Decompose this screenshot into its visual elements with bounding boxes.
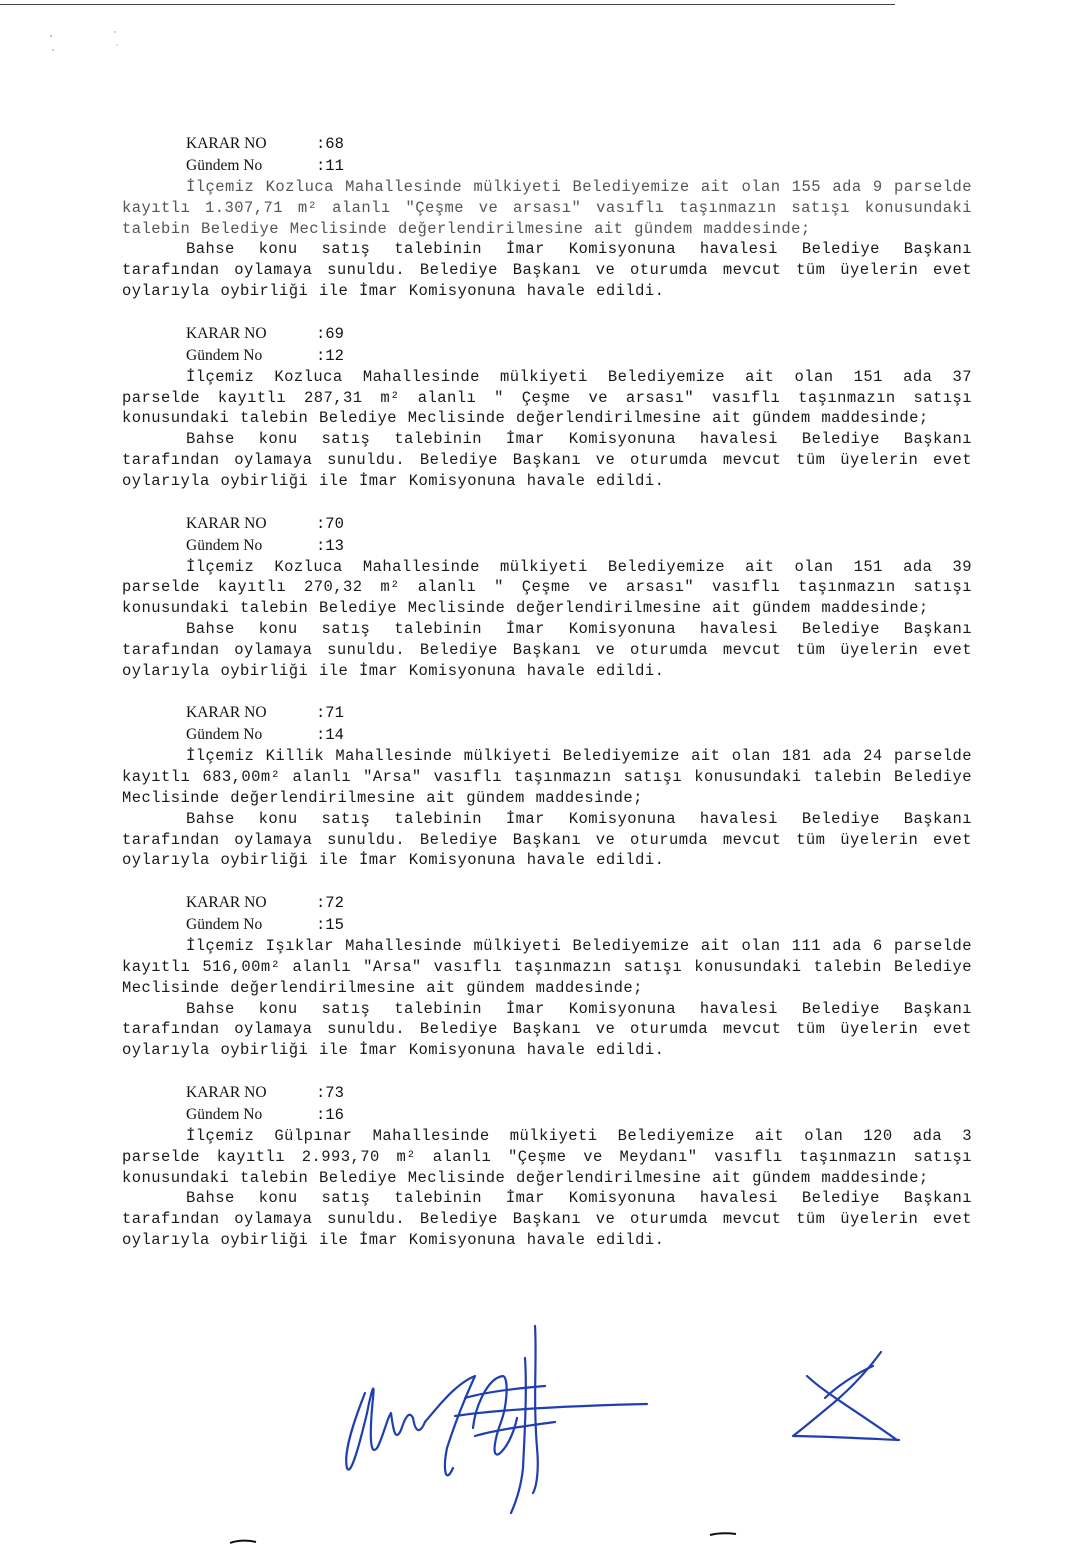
decision-resolution: Bahse konu satış talebinin İmar Komisyonuna havalesi Belediye Başkanı tarafından oylamaya sunuldu. Belediye Başkanı ve oturumda mevcut tüm üyelerin evet oylarıyla oybirliği ile İmar Komisyonuna havale edildi.: [122, 809, 972, 870]
decision-73: [122, 1082, 972, 1251]
decision-header: [186, 1082, 972, 1126]
decision-subject: İlçemiz Işıklar Mahallesinde mülkiyeti Belediyemize ait olan 111 ada 6 parselde kayıtlı 516,00m² alanlı "Arsa" vasıflı taşınmazın satışı konusundaki talebin Belediye Meclisinde değerlendirilmesine ait gündem maddesinde;: [122, 937, 972, 997]
karar-no-label: KARAR NO: [186, 135, 267, 152]
decision-resolution: Bahse konu satış talebinin İmar Komisyonuna havalesi Belediye Başkanı tarafından oylamaya sunuldu. Belediye Başkanı ve oturumda mevcut tüm üyelerin evet oylarıyla oybirliği ile İmar Komisyonuna havale edildi.: [122, 430, 972, 490]
gundem-no-label: Gündem No: [186, 916, 263, 934]
decision-header: [186, 513, 972, 557]
gundem-no-value: :15: [316, 916, 344, 935]
scan-specks: [48, 28, 128, 58]
decision-subject: İlçemiz Kozluca Mahallesinde mülkiyeti Belediyemize ait olan 155 ada 9 parselde kayıtlı 1.307,71 m² alanlı "Çeşme ve arsası" vasıflı taşınmazın satışı konusundaki talebin Belediye Meclisinde değerlendirilmesine ait gündem maddesinde;: [122, 178, 972, 238]
karar-no-label: KARAR NO: [186, 704, 267, 722]
gundem-no-label: Gündem No: [186, 1105, 263, 1123]
decision-header: [186, 892, 972, 936]
signature-right: [785, 1348, 915, 1448]
gundem-no-value: :12: [316, 346, 344, 365]
karar-no-value: :71: [316, 704, 344, 723]
karar-no-label: KARAR NO: [186, 514, 267, 532]
decision-subject: İlçemiz Kozluca Mahallesinde mülkiyeti Belediyemize ait olan 151 ada 39 parselde kayıtlı 270,32 m² alanlı " Çeşme ve arsası" vasıflı taşınmazın satışı konusundaki talebin Belediye Meclisinde değerlendirilmesine ait gündem maddesinde;: [122, 557, 972, 618]
decision-71: [122, 702, 972, 871]
gundem-no-value: :11: [316, 157, 344, 175]
decision-header: [186, 323, 972, 367]
decision-resolution: Bahse konu satış talebinin İmar Komisyonuna havalesi Belediye Başkanı tarafından oylamaya sunuldu. Belediye Başkanı ve oturumda mevcut tüm üyelerin evet oylarıyla oybirliği ile İmar Komisyonuna havale edildi.: [122, 1189, 972, 1249]
karar-no-value: :69: [316, 324, 344, 343]
decision-resolution: Bahse konu satış talebinin İmar Komisyonuna havalesi Belediye Başkanı tarafından oylamaya sunuldu. Belediye Başkanı ve oturumda mevcut tüm üyelerin evet oylarıyla oybirliği ile İmar Komisyonuna havale edildi.: [122, 619, 972, 680]
bottom-ink-mark-right: [708, 1530, 738, 1538]
gundem-no-value: :13: [316, 536, 344, 555]
decision-resolution: Bahse konu satış talebinin İmar Komisyonuna havalesi Belediye Başkanı tarafından oylamaya sunuldu. Belediye Başkanı ve oturumda mevcut tüm üyelerin evet oylarıyla oybirliği ile İmar Komisyonuna havale edildi.: [122, 999, 972, 1060]
decision-document: [122, 133, 972, 1272]
karar-no-value: :72: [316, 894, 344, 913]
gundem-no-value: :14: [316, 726, 344, 745]
decision-68: [122, 133, 972, 302]
decision-subject: İlçemiz Killik Mahallesinde mülkiyeti Belediyemize ait olan 181 ada 24 parselde kayıtlı 683,00m² alanlı "Arsa" vasıflı taşınmazın satışı konusundaki talebin Belediye Meclisinde değerlendirilmesine ait gündem maddesinde;: [122, 747, 972, 807]
decision-72: [122, 892, 972, 1061]
gundem-no-value: :16: [316, 1105, 344, 1124]
gundem-no-label: Gündem No: [186, 536, 263, 554]
bottom-ink-mark-left: [228, 1537, 258, 1545]
gundem-no-label: Gündem No: [186, 157, 263, 174]
decision-69: [122, 323, 972, 492]
decision-70: [122, 513, 972, 682]
decision-subject: İlçemiz Kozluca Mahallesinde mülkiyeti Belediyemize ait olan 151 ada 37 parselde kayıtlı 287,31 m² alanlı " Çeşme ve arsası" vasıflı taşınmazın satışı konusundaki talebin Belediye Meclisinde değerlendirilmesine ait gündem maddesinde;: [122, 367, 972, 428]
decision-header: [186, 702, 972, 746]
karar-no-label: KARAR NO: [186, 1083, 267, 1101]
karar-no-value: :70: [316, 514, 344, 533]
gundem-no-label: Gündem No: [186, 726, 263, 744]
karar-no-value: :68: [316, 135, 344, 153]
karar-no-value: :73: [316, 1083, 344, 1102]
karar-no-label: KARAR NO: [186, 894, 267, 912]
karar-no-label: KARAR NO: [186, 324, 267, 342]
top-border-line: [0, 4, 895, 5]
gundem-no-label: Gündem No: [186, 346, 263, 364]
decision-subject: İlçemiz Gülpınar Mahallesinde mülkiyeti Belediyemize ait olan 120 ada 3 parselde kayıtlı 2.993,70 m² alanlı "Çeşme ve Meydanı" vasıflı taşınmazın satışı konusundaki talebin Belediye Meclisinde değerlendirilmesine ait gündem maddesinde;: [122, 1126, 972, 1187]
signature-left: [325, 1318, 655, 1518]
decision-resolution: Bahse konu satış talebinin İmar Komisyonuna havalesi Belediye Başkanı tarafından oylamaya sunuldu. Belediye Başkanı ve oturumda mevcut tüm üyelerin evet oylarıyla oybirliği ile İmar Komisyonuna havale edildi.: [122, 240, 972, 300]
decision-header: [186, 133, 972, 177]
